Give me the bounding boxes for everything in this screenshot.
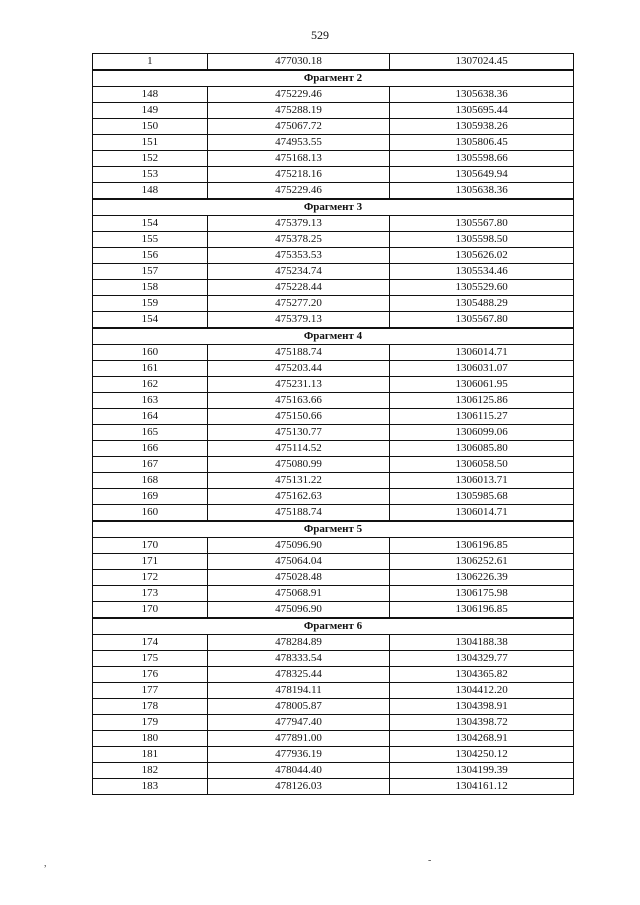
point-number-cell: 170 bbox=[93, 538, 208, 554]
page-number: 529 bbox=[311, 28, 329, 42]
table-row bbox=[93, 635, 574, 651]
point-number-cell: 151 bbox=[93, 135, 208, 151]
x-coordinate-cell: 478333.54 bbox=[207, 651, 390, 667]
x-coordinate-cell: 475150.66 bbox=[207, 409, 390, 425]
x-coordinate-cell: 475378.25 bbox=[207, 232, 390, 248]
table-row bbox=[93, 296, 574, 312]
table-row bbox=[93, 747, 574, 763]
x-coordinate-cell: 475064.04 bbox=[207, 554, 390, 570]
fragment-header: Фрагмент 4 bbox=[93, 328, 574, 345]
table-row bbox=[93, 586, 574, 602]
x-coordinate-cell: 475203.44 bbox=[207, 361, 390, 377]
point-number-cell: 183 bbox=[93, 779, 208, 795]
y-coordinate-cell: 1304398.91 bbox=[390, 699, 574, 715]
point-number-cell: 160 bbox=[93, 345, 208, 361]
table-row bbox=[93, 667, 574, 683]
x-coordinate-cell: 475168.13 bbox=[207, 151, 390, 167]
x-coordinate-cell: 475068.91 bbox=[207, 586, 390, 602]
table-row bbox=[93, 441, 574, 457]
y-coordinate-cell: 1306196.85 bbox=[390, 602, 574, 619]
point-number-cell: 166 bbox=[93, 441, 208, 457]
point-number-cell: 156 bbox=[93, 248, 208, 264]
x-coordinate-cell: 475080.99 bbox=[207, 457, 390, 473]
point-number-cell: 175 bbox=[93, 651, 208, 667]
scan-mark: , bbox=[44, 858, 47, 869]
y-coordinate-cell: 1306175.98 bbox=[390, 586, 574, 602]
y-coordinate-cell: 1306196.85 bbox=[390, 538, 574, 554]
x-coordinate-cell: 475218.16 bbox=[207, 167, 390, 183]
table-row bbox=[93, 505, 574, 522]
y-coordinate-cell: 1306125.86 bbox=[390, 393, 574, 409]
table-row bbox=[93, 425, 574, 441]
point-number-cell: 154 bbox=[93, 216, 208, 232]
fragment-header: Фрагмент 6 bbox=[93, 618, 574, 635]
table-row bbox=[93, 457, 574, 473]
y-coordinate-cell: 1304250.12 bbox=[390, 747, 574, 763]
table-row bbox=[93, 602, 574, 619]
y-coordinate-cell: 1305985.68 bbox=[390, 489, 574, 505]
table-row bbox=[93, 87, 574, 103]
point-number-cell: 176 bbox=[93, 667, 208, 683]
x-coordinate-cell: 477030.18 bbox=[207, 54, 390, 71]
x-coordinate-cell: 475234.74 bbox=[207, 264, 390, 280]
point-number-cell: 150 bbox=[93, 119, 208, 135]
table-row bbox=[93, 377, 574, 393]
scan-mark: - bbox=[428, 855, 432, 866]
point-number-cell: 159 bbox=[93, 296, 208, 312]
y-coordinate-cell: 1305806.45 bbox=[390, 135, 574, 151]
x-coordinate-cell: 475096.90 bbox=[207, 602, 390, 619]
point-number-cell: 1 bbox=[93, 54, 208, 71]
table-row bbox=[93, 232, 574, 248]
x-coordinate-cell: 478005.87 bbox=[207, 699, 390, 715]
table-row bbox=[93, 699, 574, 715]
y-coordinate-cell: 1305638.36 bbox=[390, 183, 574, 200]
point-number-cell: 157 bbox=[93, 264, 208, 280]
point-number-cell: 180 bbox=[93, 731, 208, 747]
y-coordinate-cell: 1304199.39 bbox=[390, 763, 574, 779]
x-coordinate-cell: 475277.20 bbox=[207, 296, 390, 312]
point-number-cell: 178 bbox=[93, 699, 208, 715]
y-coordinate-cell: 1306014.71 bbox=[390, 345, 574, 361]
x-coordinate-cell: 477947.40 bbox=[207, 715, 390, 731]
table-row bbox=[93, 103, 574, 119]
y-coordinate-cell: 1306061.95 bbox=[390, 377, 574, 393]
y-coordinate-cell: 1305638.36 bbox=[390, 87, 574, 103]
table-row bbox=[93, 135, 574, 151]
y-coordinate-cell: 1306013.71 bbox=[390, 473, 574, 489]
y-coordinate-cell: 1304188.38 bbox=[390, 635, 574, 651]
point-number-cell: 160 bbox=[93, 505, 208, 522]
coordinates-table-body bbox=[93, 54, 574, 795]
table-row bbox=[93, 570, 574, 586]
table-row bbox=[93, 763, 574, 779]
x-coordinate-cell: 478126.03 bbox=[207, 779, 390, 795]
point-number-cell: 148 bbox=[93, 183, 208, 200]
point-number-cell: 164 bbox=[93, 409, 208, 425]
table-row bbox=[93, 183, 574, 200]
y-coordinate-cell: 1305598.50 bbox=[390, 232, 574, 248]
y-coordinate-cell: 1305649.94 bbox=[390, 167, 574, 183]
x-coordinate-cell: 475379.13 bbox=[207, 216, 390, 232]
fragment-header-row bbox=[93, 618, 574, 635]
table-row bbox=[93, 683, 574, 699]
y-coordinate-cell: 1304412.20 bbox=[390, 683, 574, 699]
x-coordinate-cell: 478194.11 bbox=[207, 683, 390, 699]
table-row bbox=[93, 554, 574, 570]
x-coordinate-cell: 475028.48 bbox=[207, 570, 390, 586]
x-coordinate-cell: 475188.74 bbox=[207, 505, 390, 522]
x-coordinate-cell: 475379.13 bbox=[207, 312, 390, 329]
table-row bbox=[93, 264, 574, 280]
x-coordinate-cell: 475288.19 bbox=[207, 103, 390, 119]
point-number-cell: 162 bbox=[93, 377, 208, 393]
x-coordinate-cell: 478044.40 bbox=[207, 763, 390, 779]
x-coordinate-cell: 475114.52 bbox=[207, 441, 390, 457]
point-number-cell: 153 bbox=[93, 167, 208, 183]
point-number-cell: 169 bbox=[93, 489, 208, 505]
point-number-cell: 172 bbox=[93, 570, 208, 586]
point-number-cell: 177 bbox=[93, 683, 208, 699]
point-number-cell: 167 bbox=[93, 457, 208, 473]
table-row bbox=[93, 409, 574, 425]
x-coordinate-cell: 475231.13 bbox=[207, 377, 390, 393]
fragment-header-row bbox=[93, 521, 574, 538]
x-coordinate-cell: 475229.46 bbox=[207, 183, 390, 200]
x-coordinate-cell: 475067.72 bbox=[207, 119, 390, 135]
y-coordinate-cell: 1305567.80 bbox=[390, 216, 574, 232]
point-number-cell: 161 bbox=[93, 361, 208, 377]
fragment-header-row bbox=[93, 70, 574, 87]
point-number-cell: 181 bbox=[93, 747, 208, 763]
table-row bbox=[93, 489, 574, 505]
x-coordinate-cell: 475131.22 bbox=[207, 473, 390, 489]
fragment-header: Фрагмент 5 bbox=[93, 521, 574, 538]
y-coordinate-cell: 1306099.06 bbox=[390, 425, 574, 441]
x-coordinate-cell: 475130.77 bbox=[207, 425, 390, 441]
y-coordinate-cell: 1306252.61 bbox=[390, 554, 574, 570]
y-coordinate-cell: 1306226.39 bbox=[390, 570, 574, 586]
y-coordinate-cell: 1305695.44 bbox=[390, 103, 574, 119]
point-number-cell: 171 bbox=[93, 554, 208, 570]
x-coordinate-cell: 478284.89 bbox=[207, 635, 390, 651]
table-row bbox=[93, 715, 574, 731]
table-row bbox=[93, 248, 574, 264]
table-row bbox=[93, 119, 574, 135]
table-row bbox=[93, 167, 574, 183]
y-coordinate-cell: 1307024.45 bbox=[390, 54, 574, 71]
table-row bbox=[93, 216, 574, 232]
table-row bbox=[93, 731, 574, 747]
table-row bbox=[93, 538, 574, 554]
table-row bbox=[93, 393, 574, 409]
y-coordinate-cell: 1306085.80 bbox=[390, 441, 574, 457]
point-number-cell: 174 bbox=[93, 635, 208, 651]
x-coordinate-cell: 477936.19 bbox=[207, 747, 390, 763]
point-number-cell: 179 bbox=[93, 715, 208, 731]
coordinates-table bbox=[92, 53, 574, 795]
point-number-cell: 168 bbox=[93, 473, 208, 489]
y-coordinate-cell: 1306031.07 bbox=[390, 361, 574, 377]
y-coordinate-cell: 1305626.02 bbox=[390, 248, 574, 264]
table-row bbox=[93, 280, 574, 296]
table-row bbox=[93, 779, 574, 795]
y-coordinate-cell: 1304329.77 bbox=[390, 651, 574, 667]
fragment-header-row bbox=[93, 328, 574, 345]
fragment-header: Фрагмент 2 bbox=[93, 70, 574, 87]
point-number-cell: 148 bbox=[93, 87, 208, 103]
y-coordinate-cell: 1305488.29 bbox=[390, 296, 574, 312]
y-coordinate-cell: 1305598.66 bbox=[390, 151, 574, 167]
table-row bbox=[93, 361, 574, 377]
x-coordinate-cell: 478325.44 bbox=[207, 667, 390, 683]
point-number-cell: 149 bbox=[93, 103, 208, 119]
table-row bbox=[93, 345, 574, 361]
y-coordinate-cell: 1306115.27 bbox=[390, 409, 574, 425]
fragment-header: Фрагмент 3 bbox=[93, 199, 574, 216]
y-coordinate-cell: 1304365.82 bbox=[390, 667, 574, 683]
x-coordinate-cell: 475188.74 bbox=[207, 345, 390, 361]
point-number-cell: 173 bbox=[93, 586, 208, 602]
point-number-cell: 170 bbox=[93, 602, 208, 619]
y-coordinate-cell: 1304268.91 bbox=[390, 731, 574, 747]
x-coordinate-cell: 475353.53 bbox=[207, 248, 390, 264]
x-coordinate-cell: 475228.44 bbox=[207, 280, 390, 296]
table-row bbox=[93, 651, 574, 667]
y-coordinate-cell: 1305534.46 bbox=[390, 264, 574, 280]
x-coordinate-cell: 475229.46 bbox=[207, 87, 390, 103]
y-coordinate-cell: 1304398.72 bbox=[390, 715, 574, 731]
x-coordinate-cell: 474953.55 bbox=[207, 135, 390, 151]
point-number-cell: 154 bbox=[93, 312, 208, 329]
point-number-cell: 158 bbox=[93, 280, 208, 296]
y-coordinate-cell: 1305938.26 bbox=[390, 119, 574, 135]
point-number-cell: 182 bbox=[93, 763, 208, 779]
table-row bbox=[93, 312, 574, 329]
y-coordinate-cell: 1305529.60 bbox=[390, 280, 574, 296]
point-number-cell: 165 bbox=[93, 425, 208, 441]
table-row bbox=[93, 151, 574, 167]
point-number-cell: 155 bbox=[93, 232, 208, 248]
x-coordinate-cell: 475096.90 bbox=[207, 538, 390, 554]
x-coordinate-cell: 475163.66 bbox=[207, 393, 390, 409]
table-row bbox=[93, 473, 574, 489]
point-number-cell: 163 bbox=[93, 393, 208, 409]
x-coordinate-cell: 475162.63 bbox=[207, 489, 390, 505]
table-row bbox=[93, 54, 574, 71]
y-coordinate-cell: 1304161.12 bbox=[390, 779, 574, 795]
y-coordinate-cell: 1305567.80 bbox=[390, 312, 574, 329]
y-coordinate-cell: 1306058.50 bbox=[390, 457, 574, 473]
point-number-cell: 152 bbox=[93, 151, 208, 167]
x-coordinate-cell: 477891.00 bbox=[207, 731, 390, 747]
y-coordinate-cell: 1306014.71 bbox=[390, 505, 574, 522]
fragment-header-row bbox=[93, 199, 574, 216]
